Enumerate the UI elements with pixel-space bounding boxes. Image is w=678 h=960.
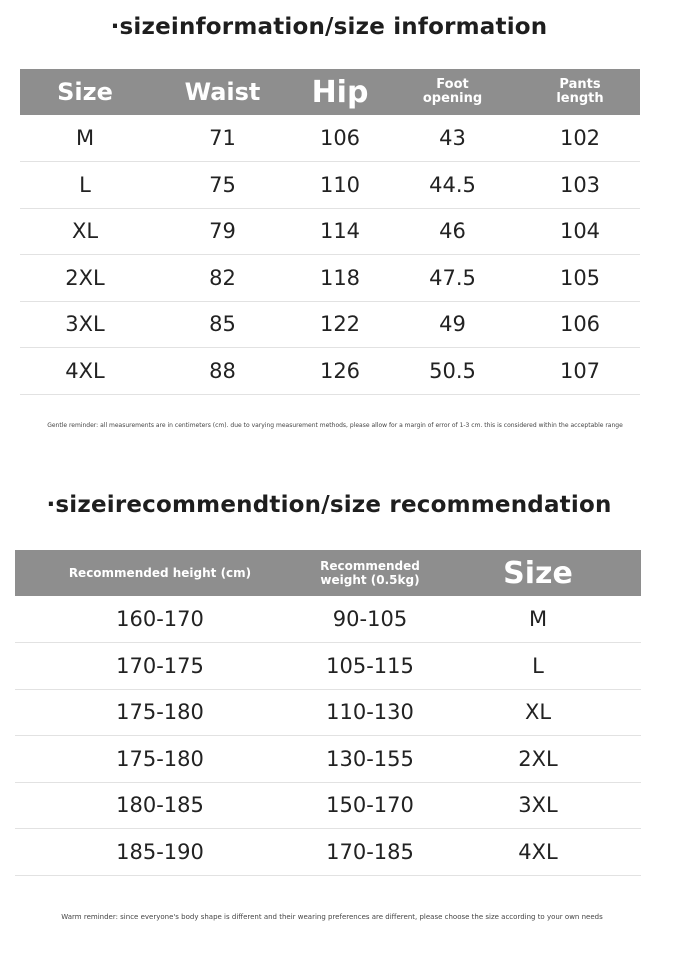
table-header-row [15, 550, 641, 596]
cell-weight: 130-155 [305, 736, 435, 783]
size-recommendation-title: ·sizeirecommendtion/size recommendation [46, 492, 612, 518]
cell-size: 3XL [435, 782, 641, 829]
table-row [15, 829, 641, 876]
table-header-row [20, 69, 640, 115]
cell-foot-opening: 50.5 [385, 348, 520, 395]
cell-size: 2XL [435, 736, 641, 783]
gentle-reminder-note: Gentle reminder: all measurements are in centimeters (cm). due to varying measurement methods, please allow for a margin of error of 1-3 cm. this is considered within the acceptable range [47, 422, 623, 429]
cell-waist: 85 [150, 301, 295, 348]
cell-weight: 150-170 [305, 782, 435, 829]
cell-size: M [435, 596, 641, 643]
table-row [20, 301, 640, 348]
cell-pants-length: 102 [520, 115, 640, 162]
cell-weight: 170-185 [305, 829, 435, 876]
cell-foot-opening: 49 [385, 301, 520, 348]
cell-height: 185-190 [15, 829, 305, 876]
table-row [15, 736, 641, 783]
table-row [15, 782, 641, 829]
cell-size: 3XL [20, 301, 150, 348]
cell-hip: 122 [295, 301, 385, 348]
table-row [15, 643, 641, 690]
header-waist: Waist [184, 78, 261, 106]
header-recommended-height: Recommended height (cm) [68, 566, 252, 580]
header-size: Size [503, 555, 573, 591]
cell-waist: 88 [150, 348, 295, 395]
cell-hip: 118 [295, 255, 385, 302]
header-hip: Hip [311, 74, 369, 110]
cell-size: 4XL [20, 348, 150, 395]
cell-size: M [20, 115, 150, 162]
cell-pants-length: 106 [520, 301, 640, 348]
cell-size: XL [435, 689, 641, 736]
size-information-title: ·sizeinformation/size information [110, 14, 548, 40]
header-pants-length: Pants length [556, 77, 604, 106]
header-size: Size [57, 78, 113, 106]
cell-pants-length: 107 [520, 348, 640, 395]
table-row [20, 255, 640, 302]
table-row [15, 596, 641, 643]
cell-waist: 75 [150, 162, 295, 209]
cell-foot-opening: 44.5 [385, 162, 520, 209]
cell-height: 175-180 [15, 736, 305, 783]
size-information-table [20, 69, 640, 395]
header-recommended-weight: Recommended weight (0.5kg) [320, 559, 420, 587]
header-foot-opening: Foot opening [422, 77, 483, 106]
cell-size: XL [20, 208, 150, 255]
cell-height: 160-170 [15, 596, 305, 643]
cell-size: L [20, 162, 150, 209]
cell-hip: 110 [295, 162, 385, 209]
cell-size: 2XL [20, 255, 150, 302]
cell-hip: 114 [295, 208, 385, 255]
table-row [20, 115, 640, 162]
table-row [20, 162, 640, 209]
table-row [15, 689, 641, 736]
cell-waist: 79 [150, 208, 295, 255]
cell-pants-length: 104 [520, 208, 640, 255]
cell-weight: 105-115 [305, 643, 435, 690]
cell-height: 175-180 [15, 689, 305, 736]
cell-weight: 110-130 [305, 689, 435, 736]
cell-height: 170-175 [15, 643, 305, 690]
table-row [20, 348, 640, 395]
cell-foot-opening: 47.5 [385, 255, 520, 302]
cell-weight: 90-105 [305, 596, 435, 643]
cell-waist: 71 [150, 115, 295, 162]
warm-reminder-note: Warm reminder: since everyone's body shape is different and their wearing preferences are different, please choose the size according to your own needs [61, 913, 603, 921]
cell-hip: 106 [295, 115, 385, 162]
size-recommendation-table [15, 550, 641, 876]
cell-waist: 82 [150, 255, 295, 302]
table-row [20, 208, 640, 255]
cell-foot-opening: 43 [385, 115, 520, 162]
cell-size: 4XL [435, 829, 641, 876]
cell-size: L [435, 643, 641, 690]
cell-height: 180-185 [15, 782, 305, 829]
cell-pants-length: 103 [520, 162, 640, 209]
cell-pants-length: 105 [520, 255, 640, 302]
cell-foot-opening: 46 [385, 208, 520, 255]
cell-hip: 126 [295, 348, 385, 395]
